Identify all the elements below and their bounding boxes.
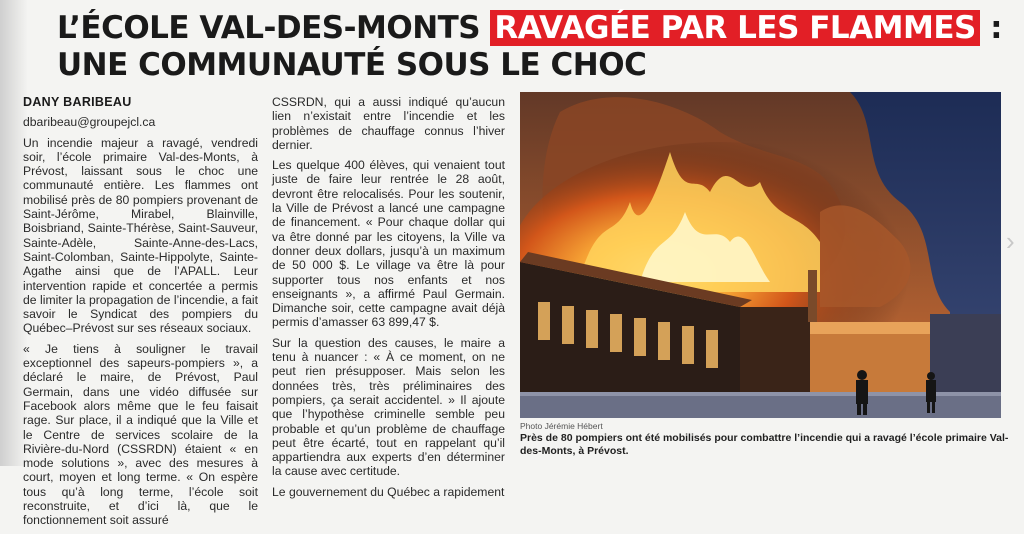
next-page-chevron-icon[interactable]: › xyxy=(1006,226,1015,256)
photo-caption: Près de 80 pompiers ont été mobilisés pour combattre l’incendie qui a ravagé l’école primaire Val-des-Monts, à Prévost. xyxy=(520,432,1009,457)
paragraph: Un incendie majeur a ravagé, vendredi soir, l’école primaire Val-des-Monts, à Prévost, laissant sous le choc une communauté entière. Les flammes ont mobilisé près de 80 pompiers provenant de Saint-Jérôme, Mirabel, Blainville, Boisbriand, Sainte-Thérèse, Saint-Sauveur, Sainte-Adèle, Sainte-Anne-des-Lacs, Saint-Colomban, Sainte-Hippolyte, Sainte-Agathe ainsi que de l’APALL. Leur intervention rapide et concertée a permis de limiter la propagation de l’incendie, a fait savoir le Syndicat des pompiers du Québec–Prévost sur ses réseaux sociaux. xyxy=(23,135,258,336)
headline xyxy=(57,10,1017,84)
author-email[interactable]: dbaribeau@groupejcl.ca xyxy=(23,115,156,130)
article-column-2 xyxy=(272,95,505,505)
fire-photo-illustration xyxy=(520,92,1001,418)
paragraph: « Je tiens à souligner le travail exceptionnel des sapeurs-pompiers », a déclaré le maire, de Prévost, Paul Germain, dans une vidéo diffusée sur Facebook alors même que le feu faisait rage. Sur place, il a indiqué que la Ville et le Centre de services scolaire de la Rivière-du-Nord (CSSRDN) étaient « en mode solutions », avec des mesures à court, moyen et long terme. « On espère tous qu’à long terme, l’école soit reconstruite, et d’ici là, que le fonctionnement soit assuré xyxy=(23,341,258,528)
headline-line2: UNE COMMUNAUTÉ SOUS LE CHOC xyxy=(57,47,647,83)
headline-colon: : xyxy=(990,10,1003,46)
headline-part1: L’ÉCOLE VAL-DES-MONTS xyxy=(57,10,481,46)
photo-credit: Photo Jérémie Hébert xyxy=(520,421,603,431)
paragraph: Sur la question des causes, le maire a tenu à nuancer : « À ce moment, on ne peut rien présupposer. Mais selon les données très, très préliminaires des pompiers, ça serait accidentel. » Il ajoute que l’hypothèse criminelle semble peu probable et qu’un problème de chauffage peut être écarté, tout en rappelant qu’il appartiendra aux experts d’en déterminer la cause avec certitude. xyxy=(272,335,505,479)
author-name: DANY BARIBEAU xyxy=(23,95,132,109)
paragraph: Le gouvernement du Québec a rapidement xyxy=(272,484,505,499)
fire-photo xyxy=(520,92,1001,418)
article-column-1 xyxy=(23,95,258,534)
paragraph: CSSRDN, qui a aussi indiqué qu’aucun lien n’existait entre l’incendie et les problèmes de chauffage connus l’hiver dernier. xyxy=(272,95,505,152)
paragraph: Les quelque 400 élèves, qui venaient tout juste de faire leur rentrée le 28 août, devront être relocalisés. Pour les soutenir, la Ville de Prévost a lancé une campagne de financement. « Pour chaque dollar qui va être donné par les citoyens, la Ville va donner deux dollars, jusqu’à un maximum de 50 000 $. Le village va être là pour supporter tous nos enfants et nos enseignants », a affirmé Paul Germain. Dimanche soir, cette campagne avait déjà permis d’amasser 63 899,47 $. xyxy=(272,158,505,330)
headline-highlight: RAVAGÉE PAR LES FLAMMES xyxy=(490,10,979,46)
